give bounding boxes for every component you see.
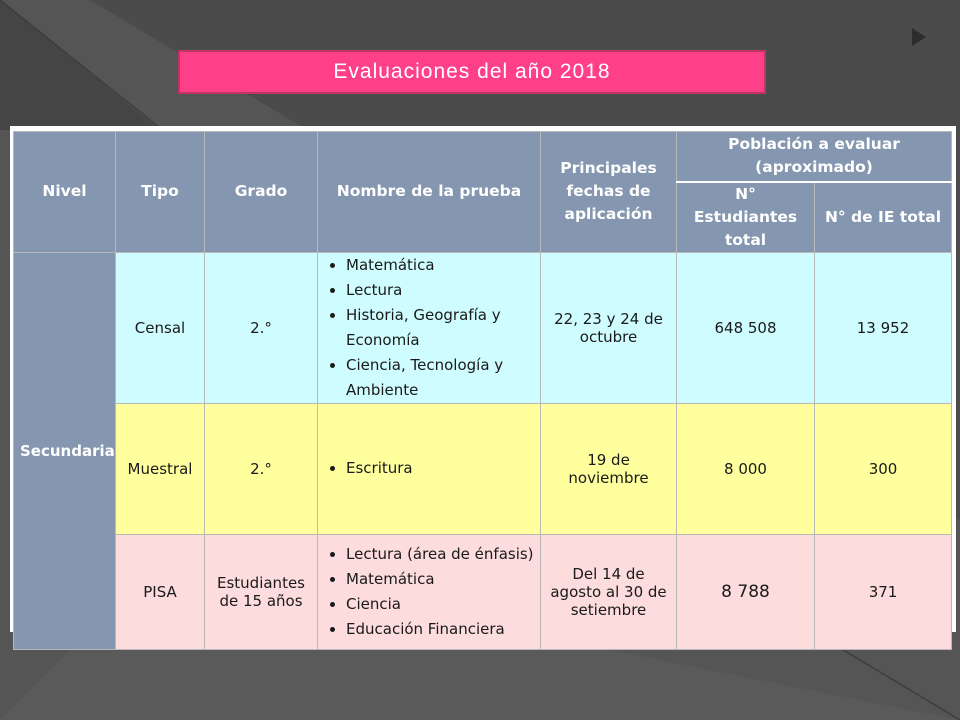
pruebas-cell — [318, 252, 541, 403]
pruebas-cell — [318, 534, 541, 649]
table-row — [14, 534, 952, 649]
list-item: • Matemática — [346, 567, 534, 592]
fechas-cell: 22, 23 y 24 de octubre — [541, 252, 677, 403]
header-estudiantes: N° Estudiantes total — [677, 182, 815, 253]
list-item: • Historia, Geografía y Economía — [346, 303, 534, 353]
ie-cell: 371 — [815, 534, 952, 649]
table-row — [14, 403, 952, 534]
grado-cell: Estudiantes de 15 años — [205, 534, 318, 649]
tipo-cell: Censal — [116, 252, 205, 403]
list-item: • Lectura — [346, 278, 534, 303]
header-fechas: Principales fechas de aplicación — [541, 132, 677, 253]
grado-cell: 2.° — [205, 252, 318, 403]
grado-cell: 2.° — [205, 403, 318, 534]
list-item: • Escritura — [346, 456, 534, 481]
pruebas-list — [324, 456, 534, 481]
header-nombre-prueba: Nombre de la prueba — [318, 132, 541, 253]
list-item: • Lectura (área de énfasis) — [346, 542, 534, 567]
pruebas-cell — [318, 403, 541, 534]
evaluations-table — [13, 131, 952, 650]
header-poblacion: Población a evaluar (aproximado) — [677, 132, 952, 182]
list-item: • Ciencia, Tecnología y Ambiente — [346, 353, 534, 403]
tipo-cell: PISA — [116, 534, 205, 649]
evaluations-table-frame — [10, 126, 956, 638]
chevron-right-icon — [912, 28, 926, 46]
header-grado: Grado — [205, 132, 318, 253]
pruebas-list — [324, 542, 534, 642]
ie-cell: 300 — [815, 403, 952, 534]
header-nivel: Nivel — [14, 132, 116, 253]
slide-title-text: Evaluaciones del año 2018 — [333, 60, 611, 83]
header-ie: N° de IE total — [815, 182, 952, 253]
tipo-cell: Muestral — [116, 403, 205, 534]
list-item: • Ciencia — [346, 592, 534, 617]
nivel-cell: Secundaria — [14, 252, 116, 649]
fechas-cell: Del 14 de agosto al 30 de setiembre — [541, 534, 677, 649]
fechas-cell: 19 de noviembre — [541, 403, 677, 534]
estudiantes-cell: 648 508 — [677, 252, 815, 403]
pruebas-list — [324, 253, 534, 403]
slide-title — [178, 50, 766, 94]
estudiantes-cell: 8 788 — [677, 534, 815, 649]
ie-cell: 13 952 — [815, 252, 952, 403]
estudiantes-cell: 8 000 — [677, 403, 815, 534]
list-item: • Matemática — [346, 253, 534, 278]
table-row — [14, 252, 952, 403]
list-item: • Educación Financiera — [346, 617, 534, 642]
header-tipo: Tipo — [116, 132, 205, 253]
